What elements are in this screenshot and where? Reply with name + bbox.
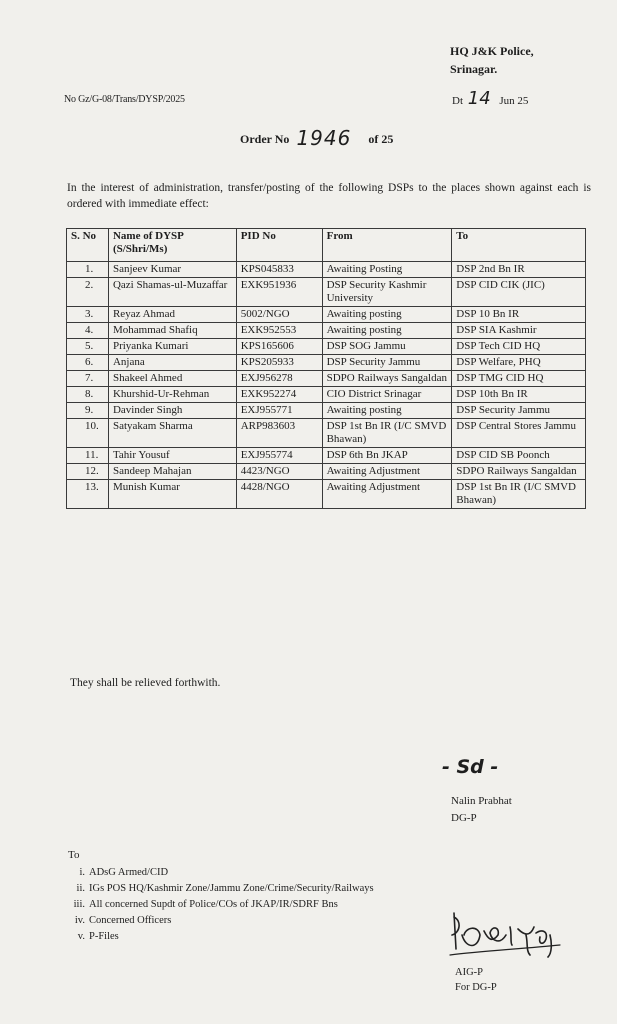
order-title	[240, 124, 393, 148]
cell-pid: EXJ955774	[236, 448, 322, 464]
distribution-item-number: ii.	[76, 883, 85, 894]
cell-name: Munish Kumar	[108, 480, 236, 509]
signatory-name: Nalin Prabhat	[451, 795, 512, 807]
order-number-handwritten: 1946	[296, 126, 352, 150]
cell-to: DSP Tech CID HQ	[452, 339, 586, 355]
cell-sno: 2.	[67, 278, 109, 307]
distribution-item	[55, 929, 374, 945]
cell-to: DSP Security Jammu	[452, 403, 586, 419]
table-row	[67, 339, 586, 355]
cell-to: DSP 1st Bn IR (I/C SMVD Bhawan)	[452, 480, 586, 509]
table-row	[67, 480, 586, 509]
cell-name: Satyakam Sharma	[108, 419, 236, 448]
distribution-item	[55, 865, 374, 881]
table-row	[67, 464, 586, 480]
cell-pid: KPS045833	[236, 262, 322, 278]
table-row	[67, 278, 586, 307]
aig-title: AIG-P	[455, 967, 483, 978]
distribution-item	[55, 913, 374, 929]
table-row	[67, 307, 586, 323]
cell-from: DSP 1st Bn IR (I/C SMVD Bhawan)	[322, 419, 452, 448]
cell-to: SDPO Railways Sangaldan	[452, 464, 586, 480]
distribution-item-number: iii.	[73, 899, 85, 910]
office-address	[450, 42, 534, 78]
distribution-item-text: Concerned Officers	[89, 915, 172, 926]
header-name: Name of DYSP (S/Shri/Ms)	[108, 229, 236, 262]
table-row	[67, 448, 586, 464]
sd-mark: - Sd -	[442, 756, 499, 778]
table-header-row	[67, 229, 586, 262]
distribution-item	[55, 881, 374, 897]
cell-from: Awaiting Adjustment	[322, 464, 452, 480]
distribution-item-text: IGs POS HQ/Kashmir Zone/Jammu Zone/Crime/Security/Railways	[89, 883, 374, 894]
cell-from: Awaiting posting	[322, 307, 452, 323]
order-label: Order No	[240, 132, 290, 146]
table-row	[67, 355, 586, 371]
header-sno: S. No	[67, 229, 109, 262]
date-day-handwritten: 14	[467, 88, 491, 109]
intro-paragraph: In the interest of administration, transfer/posting of the following DSPs to the places shown against each is ordered with immediate effect:	[67, 182, 591, 210]
cell-to: DSP 2nd Bn IR	[452, 262, 586, 278]
cell-sno: 11.	[67, 448, 109, 464]
cell-sno: 1.	[67, 262, 109, 278]
header-to: To	[452, 229, 586, 262]
cell-name: Reyaz Ahmad	[108, 307, 236, 323]
distribution-item-number: iv.	[74, 915, 85, 926]
distribution-item-text: ADsG Armed/CID	[89, 867, 169, 878]
cell-name: Sandeep Mahajan	[108, 464, 236, 480]
header-from: From	[322, 229, 452, 262]
cell-pid: EXK952274	[236, 387, 322, 403]
cell-name: Mohammad Shafiq	[108, 323, 236, 339]
cell-name: Priyanka Kumari	[108, 339, 236, 355]
handwritten-signature	[440, 905, 570, 960]
distribution-item-number: i.	[79, 867, 85, 878]
cell-pid: EXJ955771	[236, 403, 322, 419]
signatory	[451, 793, 512, 827]
distribution-item-text: P-Files	[89, 931, 119, 942]
cell-sno: 12.	[67, 464, 109, 480]
cell-pid: EXJ956278	[236, 371, 322, 387]
cell-to: DSP CID SB Poonch	[452, 448, 586, 464]
table-body	[67, 262, 586, 509]
date-month-year: Jun 25	[499, 95, 529, 107]
distribution-item-number: v.	[77, 931, 85, 942]
table-row	[67, 387, 586, 403]
cell-to: DSP SIA Kashmir	[452, 323, 586, 339]
aig-for: For DG-P	[455, 982, 497, 993]
cell-sno: 13.	[67, 480, 109, 509]
cell-from: Awaiting posting	[322, 403, 452, 419]
office-line-2: Srinagar.	[450, 62, 498, 76]
distribution-item	[55, 897, 374, 913]
cell-sno: 8.	[67, 387, 109, 403]
cell-sno: 3.	[67, 307, 109, 323]
cell-to: DSP CID CIK (JIC)	[452, 278, 586, 307]
cell-pid: 4428/NGO	[236, 480, 322, 509]
cell-to: DSP TMG CID HQ	[452, 371, 586, 387]
cell-sno: 5.	[67, 339, 109, 355]
cell-from: SDPO Railways Sangaldan	[322, 371, 452, 387]
distribution-item-text: All concerned Supdt of Police/COs of JKAP/IR/SDRF Bns	[89, 899, 338, 910]
cell-to: DSP Central Stores Jammu	[452, 419, 586, 448]
cell-name: Shakeel Ahmed	[108, 371, 236, 387]
cell-name: Anjana	[108, 355, 236, 371]
cell-name: Qazi Shamas-ul-Muzaffar	[108, 278, 236, 307]
table-row	[67, 323, 586, 339]
cell-from: DSP Security Jammu	[322, 355, 452, 371]
office-line-1: HQ J&K Police,	[450, 44, 534, 58]
cell-sno: 6.	[67, 355, 109, 371]
header-pid: PID No	[236, 229, 322, 262]
cell-pid: 4423/NGO	[236, 464, 322, 480]
cell-name: Tahir Yousuf	[108, 448, 236, 464]
reference-number: No Gz/G-08/Trans/DYSP/2025	[64, 94, 185, 105]
table-row	[67, 419, 586, 448]
cell-pid: KPS205933	[236, 355, 322, 371]
cell-sno: 4.	[67, 323, 109, 339]
table-row	[67, 262, 586, 278]
cell-sno: 7.	[67, 371, 109, 387]
cell-from: CIO District Srinagar	[322, 387, 452, 403]
cell-from: Awaiting posting	[322, 323, 452, 339]
table-row	[67, 371, 586, 387]
cell-pid: 5002/NGO	[236, 307, 322, 323]
cell-sno: 10.	[67, 419, 109, 448]
cell-from: DSP SOG Jammu	[322, 339, 452, 355]
cell-name: Sanjeev Kumar	[108, 262, 236, 278]
cell-pid: EXK951936	[236, 278, 322, 307]
cell-sno: 9.	[67, 403, 109, 419]
cell-from: DSP 6th Bn JKAP	[322, 448, 452, 464]
cell-name: Davinder Singh	[108, 403, 236, 419]
cell-pid: ARP983603	[236, 419, 322, 448]
cell-to: DSP Welfare, PHQ	[452, 355, 586, 371]
cell-pid: EXK952553	[236, 323, 322, 339]
transfer-table	[66, 228, 586, 509]
signatory-designation: DG-P	[451, 812, 477, 824]
closing-line: They shall be relieved forthwith.	[70, 677, 221, 689]
cell-to: DSP 10 Bn IR	[452, 307, 586, 323]
distribution-list	[55, 865, 374, 945]
table-row	[67, 403, 586, 419]
order-suffix: of 25	[368, 132, 394, 146]
cell-pid: KPS165606	[236, 339, 322, 355]
cell-from: Awaiting Posting	[322, 262, 452, 278]
cell-name: Khurshid-Ur-Rehman	[108, 387, 236, 403]
cell-from: DSP Security Kashmir University	[322, 278, 452, 307]
cell-to: DSP 10th Bn IR	[452, 387, 586, 403]
order-date	[452, 88, 528, 109]
distribution-to-label: To	[68, 849, 80, 861]
date-prefix: Dt	[452, 95, 463, 107]
aig-block	[455, 965, 497, 995]
cell-from: Awaiting Adjustment	[322, 480, 452, 509]
